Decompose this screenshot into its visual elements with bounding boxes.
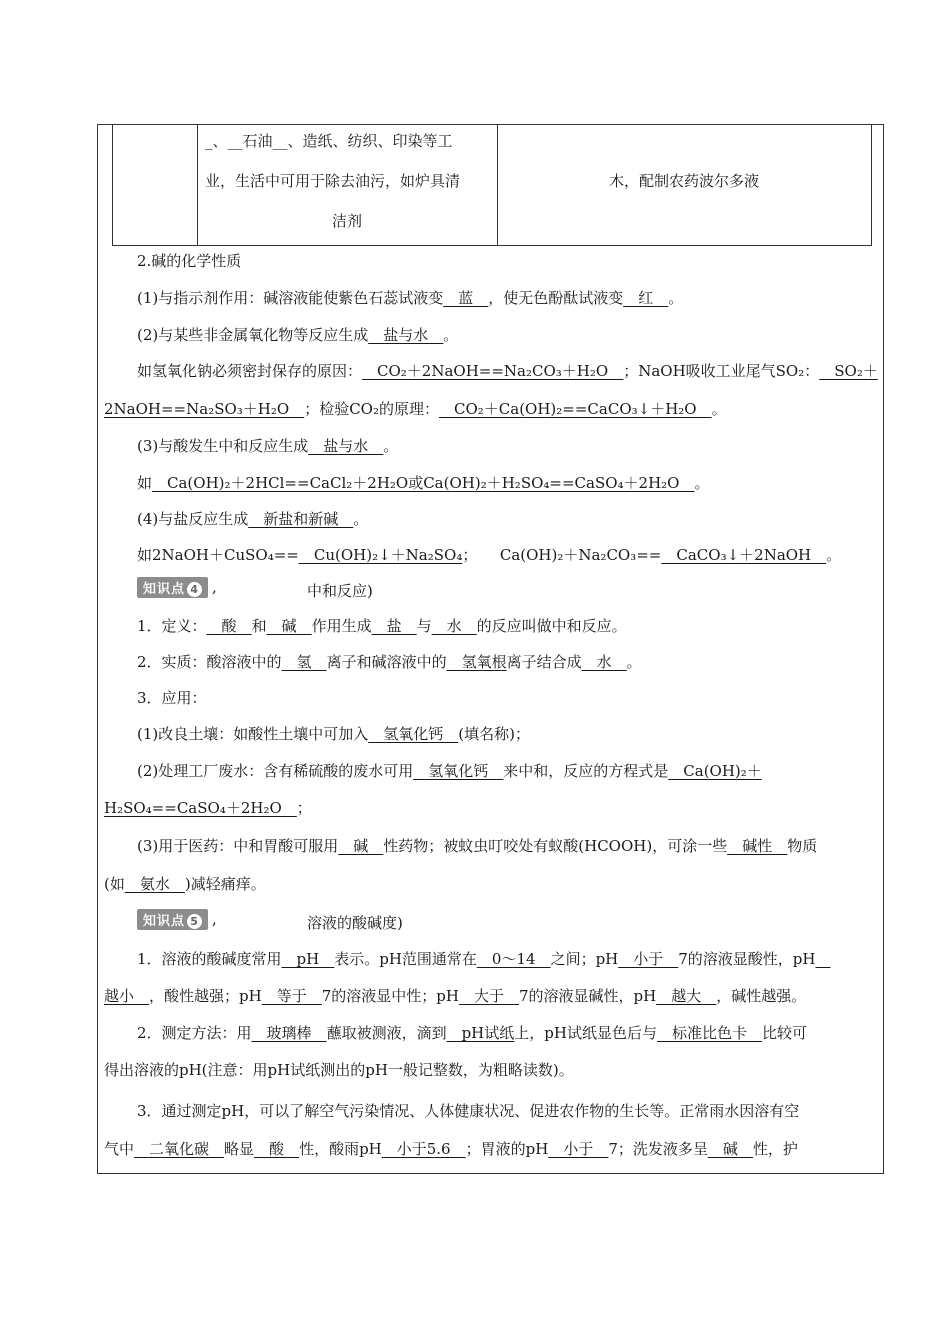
answer: __	[815, 950, 831, 968]
paragraph: (3)用于医药：中和胃酸可服用__碱__性药物；被蚊虫叮咬处有蚁酸(HCOOH)，可涂一些__碱性__物质	[137, 837, 818, 855]
answer: __二氧化碳__	[134, 1140, 225, 1158]
paragraph: 3．应用：	[137, 689, 207, 707]
paragraph: (2)与某些非金属氧化物等反应生成__盐与水__。	[137, 326, 459, 344]
answer: __SO₂＋	[819, 362, 878, 380]
paragraph: 如2NaOH＋CuSO₄==__Cu(OH)₂↓＋Na₂SO₄； Ca(OH)₂＋Na₂CO₃==__CaCO₃↓＋2NaOH__。	[137, 546, 842, 564]
knowledge-point-header: 知识点 5 ,	[137, 909, 217, 930]
paragraph: (4)与盐反应生成__新盐和新碱__。	[137, 510, 369, 528]
knowledge-point-header: 知识点 4 ,	[137, 577, 217, 598]
paragraph: (3)与酸发生中和反应生成__盐与水__。	[137, 437, 399, 455]
answer: __酸__	[206, 617, 252, 635]
answer: __CO₂＋Ca(OH)₂==CaCO₃↓＋H₂O__	[438, 400, 712, 418]
answer: __CO₂＋2NaOH==Na₂CO₃＋H₂O__	[362, 362, 624, 380]
table-cell-left	[197, 124, 498, 245]
paragraph: 如__Ca(OH)₂＋2HCl==CaCl₂＋2H₂O或Ca(OH)₂＋H₂SO₄==CaSO₄＋2H₂O__。	[137, 474, 710, 492]
answer: __大于__	[458, 987, 519, 1005]
table-cell-right	[497, 124, 871, 245]
cell-line-3: 洁剂	[331, 212, 362, 230]
paragraph: (1)与指示剂作用：碱溶液能使紫色石蕊试液变__蓝__，使无色酚酞试液变__红__。	[137, 289, 684, 307]
paragraph: 1．定义：__酸__和__碱__作用生成__盐__与__水__的反应叫做中和反应。	[137, 617, 627, 635]
paragraph: (1)改良土壤：如酸性土壤中可加入__氢氧化钙__(填名称)；	[137, 725, 530, 743]
answer: __红__	[623, 289, 669, 307]
answer: __小于__	[618, 950, 679, 968]
answer: __Ca(OH)₂＋2HCl==CaCl₂＋2H₂O或Ca(OH)₂＋H₂SO₄==CaSO₄＋2H₂O__	[152, 474, 695, 492]
answer: __等于__	[261, 987, 322, 1005]
table-cell-empty	[113, 124, 198, 245]
uses-table-row	[112, 124, 872, 246]
paragraph: 3．通过测定pH，可以了解空气污染情况、人体健康状况、促进农作物的生长等。正常雨水因溶有空	[137, 1102, 800, 1120]
answer: __氢__	[281, 653, 327, 671]
knowledge-point-title: 中和反应)	[307, 582, 373, 600]
answer: __氢氧根	[446, 653, 507, 671]
knowledge-point-badge: 知识点 5	[137, 909, 208, 930]
answer: __标准比色卡__	[656, 1024, 762, 1042]
answer: __水__	[581, 653, 627, 671]
answer: __蓝__	[443, 289, 489, 307]
knowledge-point-badge: 知识点 4	[137, 577, 208, 598]
answer: __CaCO₃↓＋2NaOH__	[661, 546, 827, 564]
answer: __氢氧化钙__	[368, 725, 459, 743]
answer: __pH__	[281, 950, 335, 968]
paragraph: 越小__，酸性越强；pH__等于__7的溶液显中性；pH__大于__7的溶液显碱性，pH__越大__，碱性越强。	[104, 987, 807, 1005]
paragraph: 2NaOH==Na₂SO₃＋H₂O__；检验CO₂的原理：__CO₂＋Ca(OH)₂==CaCO₃↓＋H₂O__。	[104, 400, 727, 418]
paragraph: (如__氨水__)减轻痛痒。	[104, 875, 266, 893]
paragraph: 如氢氧化钠必须密封保存的原因：__CO₂＋2NaOH==Na₂CO₃＋H₂O__；NaOH吸收工业尾气SO₂：__SO₂＋	[137, 362, 878, 380]
answer: 2NaOH==Na₂SO₃＋H₂O__	[104, 400, 305, 418]
knowledge-point-title: 溶液的酸碱度)	[307, 914, 403, 932]
answer: __Ca(OH)₂＋	[668, 762, 762, 780]
answer: __小于5.6__	[381, 1140, 466, 1158]
answer: __Cu(OH)₂↓＋Na₂SO₄	[298, 546, 463, 564]
answer: __盐__	[371, 617, 417, 635]
cell-right-text: 木，配制农药波尔多液	[608, 172, 759, 190]
paragraph: 2．测定方法：用__玻璃棒__蘸取被测液，滴到__pH试纸上，pH试纸显色后与__标准比色卡__比较可	[137, 1024, 807, 1042]
answer: __碱性__	[727, 837, 788, 855]
page-frame	[97, 124, 884, 1174]
answer: __新盐和新碱__	[248, 510, 354, 528]
paragraph: 1．溶液的酸碱度常用__pH__表示。pH范围通常在__0～14__之间；pH__小于__7的溶液显酸性，pH__	[137, 950, 831, 968]
answer: __盐与水__	[308, 437, 384, 455]
answer: __酸__	[254, 1140, 300, 1158]
answer: __碱__	[707, 1140, 753, 1158]
cell-line-1: _、__石油__、造纸、纺织、印染等工	[205, 132, 453, 150]
cell-line-2: 业，生活中可用于除去油污，如炉具清	[205, 172, 461, 190]
answer: __pH试纸	[446, 1024, 515, 1042]
answer: __盐与水__	[368, 326, 444, 344]
answer: __玻璃棒__	[251, 1024, 327, 1042]
paragraph: 气中__二氧化碳__略显__酸__性，酸雨pH__小于5.6__；胃液的pH__小于__7；洗发液多呈__碱__性，护	[104, 1140, 798, 1158]
answer: H₂SO₄==CaSO₄＋2H₂O__	[104, 799, 297, 817]
answer: __氢氧化钙__	[413, 762, 504, 780]
answer: 越小__	[104, 987, 150, 1005]
answer: __0～14__	[476, 950, 551, 968]
paragraph: 2．实质：酸溶液中的__氢__离子和碱溶液中的__氢氧根离子结合成__水__。	[137, 653, 642, 671]
answer: __碱__	[338, 837, 384, 855]
answer: __氨水__	[124, 875, 185, 893]
section-title: 2.碱的化学性质	[137, 252, 242, 270]
paragraph: 得出溶液的pH(注意：用pH试纸测出的pH一般记整数，为粗略读数)。	[104, 1061, 574, 1079]
answer: __碱__	[266, 617, 312, 635]
paragraph: (2)处理工厂废水：含有稀硫酸的废水可用__氢氧化钙__来中和，反应的方程式是__Ca(OH)₂＋	[137, 762, 762, 780]
answer: __小于__	[548, 1140, 609, 1158]
paragraph: H₂SO₄==CaSO₄＋2H₂O__；	[104, 799, 312, 817]
answer: __越大__	[656, 987, 717, 1005]
answer: __水__	[431, 617, 477, 635]
